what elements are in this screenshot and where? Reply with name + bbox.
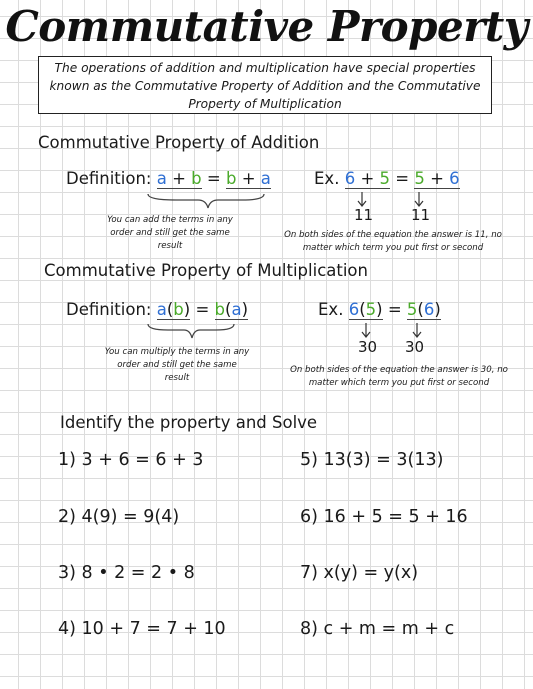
definition-label: Definition: [66, 169, 152, 188]
term-b: b [173, 300, 184, 319]
number-5: 5 [406, 300, 418, 319]
open-paren: ( [417, 300, 424, 319]
addition-definition [66, 169, 271, 188]
addition-definition-note: You can add the terms in any order and still get the same result [107, 215, 233, 251]
number-6: 6 [449, 169, 460, 188]
problem-5: 5) 13(3) = 3(13) [300, 450, 444, 470]
term-a: a [260, 169, 271, 188]
problem-8: 8) c + m = m + c [300, 619, 455, 639]
problem-4: 4) 10 + 7 = 7 + 10 [58, 619, 226, 639]
addition-heading: Commutative Property of Addition [38, 133, 320, 152]
multiplication-example-note: On both sides of the equation the answer is 30, no matter which term you put first or second [290, 365, 508, 388]
plus-sign: + [360, 169, 375, 188]
brace-connector [146, 192, 266, 216]
definition-left-side [157, 300, 190, 320]
multiplication-example [318, 300, 441, 319]
term-a: a [156, 169, 167, 188]
equals-sign: = [387, 300, 402, 319]
close-paren: ) [241, 300, 249, 319]
equals-sign: = [206, 169, 221, 188]
term-b: b [214, 300, 226, 319]
close-paren: ) [183, 300, 191, 319]
example-left-side [349, 300, 383, 320]
page-title: Commutative Property [5, 2, 528, 51]
term-b: b [191, 169, 202, 188]
plus-sign: + [241, 169, 256, 188]
brace-connector [146, 322, 236, 346]
problem-7: 7) x(y) = y(x) [300, 563, 419, 583]
plus-sign: + [172, 169, 186, 188]
intro-box [38, 56, 492, 114]
term-a: a [156, 300, 167, 319]
open-paren: ( [359, 300, 366, 319]
equals-sign: = [395, 169, 410, 188]
term-a: a [231, 300, 242, 319]
number-5: 5 [379, 169, 391, 188]
number-6: 6 [423, 300, 435, 319]
multiplication-definition [66, 300, 248, 319]
addition-result-left: 11 [354, 206, 374, 224]
example-left-side [345, 169, 390, 189]
number-6: 6 [348, 300, 360, 319]
plus-sign: + [430, 169, 444, 188]
open-paren: ( [166, 300, 174, 319]
number-5: 5 [365, 300, 377, 319]
multiplication-result-left: 30 [358, 338, 378, 356]
multiplication-definition-note: You can multiply the terms in any order and still get the same result [104, 347, 250, 383]
problem-3: 3) 8 • 2 = 2 • 8 [58, 563, 195, 583]
close-paren: ) [376, 300, 383, 319]
number-5: 5 [414, 169, 425, 188]
multiplication-result-right: 30 [405, 338, 425, 356]
down-arrows [340, 321, 440, 341]
equals-sign: = [195, 300, 210, 319]
definition-left-side [157, 169, 202, 189]
problem-1: 1) 3 + 6 = 6 + 3 [58, 450, 204, 470]
problem-2: 2) 4(9) = 9(4) [58, 507, 180, 527]
example-right-side [414, 169, 459, 189]
practice-heading: Identify the property and Solve [60, 413, 318, 432]
addition-result-right: 11 [411, 206, 431, 224]
definition-right-side [226, 169, 271, 189]
example-right-side [407, 300, 441, 320]
number-6: 6 [344, 169, 356, 188]
example-label: Ex. [318, 300, 344, 319]
example-label: Ex. [314, 169, 340, 188]
term-b: b [225, 169, 237, 188]
open-paren: ( [225, 300, 232, 319]
multiplication-heading: Commutative Property of Multiplication [44, 261, 368, 280]
close-paren: ) [434, 300, 441, 319]
addition-example [314, 169, 460, 188]
definition-right-side [215, 300, 248, 320]
addition-example-note: On both sides of the equation the answer is 11, no matter which term you put first or second [284, 230, 502, 253]
problem-6: 6) 16 + 5 = 5 + 16 [300, 507, 468, 527]
definition-label: Definition: [66, 300, 152, 319]
intro-text: The operations of addition and multiplication have special properties known as the Commutative Property of Addition and the Commutative Property of Multiplication [49, 61, 481, 111]
